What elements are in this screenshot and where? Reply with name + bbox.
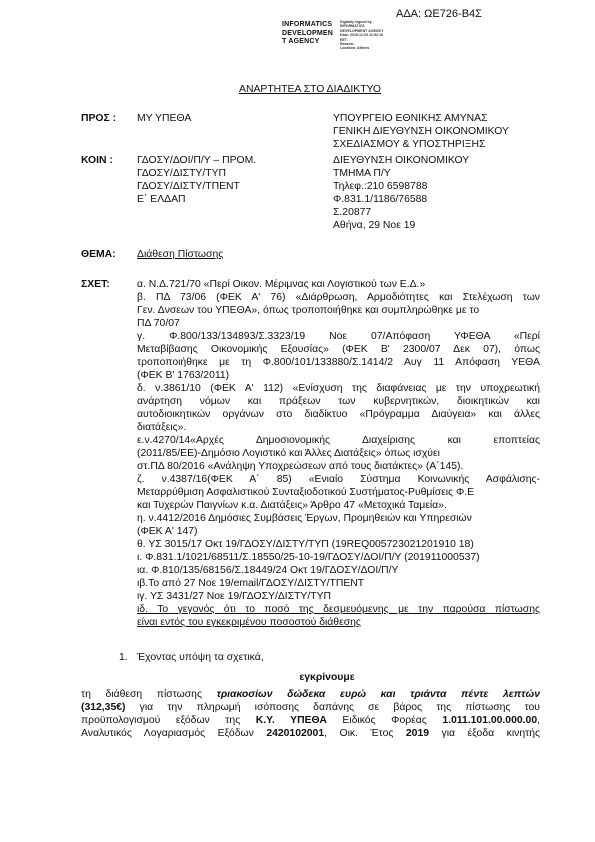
signature-note-2: INFORMATICS xyxy=(340,24,365,29)
sender-line-2: ΓΕΝΙΚΗ ΔΙΕΥΘΥΝΣΗ ΟΙΚΟΝΟΜΙΚΟΥ xyxy=(333,126,509,137)
office-line-1: ΔΙΕΥΘΥΝΣΗ ΟΙΚΟΝΟΜΙΚΟΥ xyxy=(333,155,470,166)
sxet-line: (2011/85/ΕΕ)-Δημόσιο Λογιστικό και Άλλες Διατάξεις» όπως ισχύει xyxy=(137,448,440,459)
signature-note-7: Location: Athens xyxy=(340,46,370,51)
point-text: Έχοντας υπόψη τα σχετικά, xyxy=(137,652,264,663)
point-number: 1. xyxy=(119,652,128,663)
sxet-line: α. Ν.Δ.721/70 «Περί Οικον. Μέριμνας και Λογιστικού των Ε.Δ.» xyxy=(137,279,426,290)
office-line-2: ΤΜΗΜΑ Π/Υ xyxy=(333,168,391,179)
body-line-2 xyxy=(81,702,540,714)
sender-line-1: ΥΠΟΥΡΓΕΙΟ ΕΘΝΙΚΗΣ ΑΜΥΝΑΣ xyxy=(333,113,488,124)
body-fiscal-year: 2019 xyxy=(405,728,430,739)
sxet-line: και Τυχερών Παιγνίων κ.α. Διατάξεις» Άρθρο 47 «Μετοχικά Ταμεία». xyxy=(137,500,447,511)
sxet-line: θ. ΥΣ 3015/17 Οκτ 19/ΓΔΟΣΥ/ΔΙΣΤΥ/ΤΥΠ (19REQ005723021201910 18) xyxy=(137,539,474,550)
sxet-line: ΠΔ 70/07 xyxy=(137,318,180,329)
logo-line-2: DEVELOPMEN xyxy=(282,29,334,37)
sxet-line: ε.ν.4270/14«Αρχές Δημοσιονομικής Διαχείρισης και εποπτείας xyxy=(137,435,540,446)
signature-note-6: Reason: xyxy=(340,42,355,46)
office-line-3: Τηλεφ.:210 6598788 xyxy=(333,181,428,192)
sxet-line: Μεταβίβασης Οικονομικής Εξουσίας» (ΦΕΚ Β' 2300/07 Δεκ 07), όπως xyxy=(137,344,540,355)
sender-line-3: ΣΧΕΔΙΑΣΜΟΥ & ΥΠΟΣΤΗΡΙΞΗΣ xyxy=(333,139,486,150)
koin-value-2: ΓΔΟΣΥ/ΔΙΣΤΥ/ΤΥΠ xyxy=(137,168,227,179)
ada-number: ΑΔΑ: ΩΕ726-Β4Σ xyxy=(396,8,482,20)
sxet-line: τροποποιήθηκε με τη Φ.800/101/133880/Σ.1414/2 Αυγ 11 Απόφαση ΥΕΘΑ xyxy=(137,357,540,368)
koin-label: ΚΟΙΝ : xyxy=(81,155,113,166)
sxet-line: β. ΠΔ 73/06 (ΦΕΚ Α' 76) «Διάρθρωση, Αρμοδιότητες και Στελέχωση των xyxy=(137,292,540,303)
sxet-line: ιδ. Το γεγονός ότι το ποσό της δεσμευόμενης με την παρούσα πίστωσης xyxy=(137,604,540,615)
sxet-line: (ΦΕΚ Β' 1763/2011) xyxy=(137,370,230,381)
signature-note-3: DEVELOPMENT AGENCY xyxy=(340,28,384,33)
sxet-line: Μεταρρύθμιση Ασφαλιστικού Συνταξιοδοτικού Συστήματος-Ρυθμίσεις Φ.Ε xyxy=(137,487,475,498)
sxet-line: (ΦΕΚ Α' 147) xyxy=(137,526,198,537)
pros-label: ΠΡΟΣ : xyxy=(81,113,117,124)
body-ky-ypetha: Κ.Υ. ΥΠΕΘΑ xyxy=(255,715,327,726)
sxet-line: ιγ. ΥΣ 3431/27 Νοε 19/ΓΔΟΣΥ/ΔΙΣΤΥ/ΤΥΠ xyxy=(137,591,332,602)
signature-note-1: Digitally signed by xyxy=(340,20,372,24)
sxet-line: αυτοδιοικητικών οργάνων στο διαδίκτυο «Πρόγραμμα Διαύγεια» και άλλες xyxy=(137,409,540,420)
approve-word: εγκρίνουμε xyxy=(299,672,355,683)
heading-posting: ΑΝΑΡΤΗΤΕΑ ΣΤΟ ΔΙΑΔΙΚΤΥΟ xyxy=(239,84,381,95)
sxet-line: ι. Φ.831.1/1021/68511/Σ.18550/25-10-19/ΓΔΟΣΥ/ΔΟΙ/Π/Υ (201911000537) xyxy=(137,552,480,563)
body-account-code: 2420102001 xyxy=(266,728,325,739)
office-line-6: Αθήνα, 29 Νοε 19 xyxy=(333,220,416,231)
sxet-line: Γεν. Δνσεων του ΥΠΕΘΑ», όπως τροποποιήθηκε και συμπληρώθηκε με το xyxy=(137,305,480,316)
body-line-1-part-a: τη διάθεση πίστωσης xyxy=(81,689,217,700)
body-line-3-part-e: , xyxy=(537,715,540,726)
sxet-line: ιβ.Το από 27 Νοε 19/email/ΓΔΟΣΥ/ΔΙΣΤΥ/ΤΠΕΝΤ xyxy=(137,578,365,589)
body-amount-number: (312,35€) xyxy=(81,702,126,713)
sxet-line: είναι εντός του εγκεκριμένου ποσοστού διάθεσης xyxy=(137,617,361,628)
koin-value-3: ΓΔΟΣΥ/ΔΙΣΤΥ/ΤΠΕΝΤ xyxy=(137,181,240,192)
sxet-line: ζ. ν.4387/16(ΦΕΚ Α΄ 85) «Ενιαίο Σύστημα Κοινωνικής Ασφάλισης- xyxy=(137,474,540,485)
sxet-line: στ.ΠΔ 80/2016 «Ανάληψη Υποχρεώσεων από τους διατάκτες» (Α΄145). xyxy=(137,461,464,472)
logo-line-3: T AGENCY xyxy=(282,38,320,45)
body-line-4 xyxy=(81,728,540,740)
body-line-3-part-a: προϋπολογισμού εξόδων της xyxy=(81,715,256,726)
signature-note-4: Date: 2019.12.03 11:52:10 xyxy=(340,33,384,38)
body-line-2-part-b: για την πληρωμή ισόποσης δαπάνης σε βάρος της πίστωσης του xyxy=(125,702,540,713)
body-line-1 xyxy=(81,689,540,701)
sxet-line: ανάρτηση νόμων και πράξεων των κυβερνητικών, διοικητικών και xyxy=(137,396,540,407)
sxet-line: η. ν.4412/2016 Δημόσιες Συμβάσεις Έργων, Προμηθειών και Υπηρεσιών xyxy=(137,513,472,524)
office-line-4: Φ.831.1/1186/76588 xyxy=(333,194,428,205)
body-line-3 xyxy=(81,715,540,727)
body-special-body-code: 1.011.101.00.000.00 xyxy=(442,715,538,726)
sxet-line: γ. Φ.800/133/134893/Σ.3323/19 Νοε 07/Απόφαση ΥΦΕΘΑ «Περί xyxy=(137,331,540,342)
body-line-3-part-c: Ειδικός Φορέας xyxy=(326,715,443,726)
body-line-4-part-c: , Οικ. Έτος xyxy=(324,728,406,739)
koin-value-4: Ε΄ ΕΛΔΑΠ xyxy=(137,194,186,205)
sxet-label: ΣΧΕΤ: xyxy=(81,279,110,290)
thema-label: ΘΕΜΑ: xyxy=(81,249,116,260)
body-amount-words: τριακοσίων δώδεκα ευρώ και τριάντα πέντε λεπτών xyxy=(216,689,540,700)
body-line-4-part-e: για έξοδα κινητής xyxy=(429,728,540,739)
koin-value-1: ΓΔΟΣΥ/ΔΟΙ/Π/Υ – ΠΡΟΜ. xyxy=(137,155,257,166)
office-line-5: Σ.20877 xyxy=(333,207,372,218)
signature-note-5: EET xyxy=(340,37,347,42)
sxet-line: δ. ν.3861/10 (ΦΕΚ Α' 112) «Ενίσχυση της διαφάνειας με την υποχρεωτική xyxy=(137,383,540,394)
sxet-line: ια. Φ.810/135/68156/Σ.18449/24 Οκτ 19/ΓΔΟΣΥ/ΔΟΙ/Π/Υ xyxy=(137,565,399,576)
logo-line-1: INFORMATICS xyxy=(282,21,333,28)
thema-value: Διάθεση Πίστωσης xyxy=(137,249,224,260)
body-line-4-part-a: Αναλυτικός Λογαριασμός Εξόδων xyxy=(81,728,267,739)
sxet-line: διατάξεις». xyxy=(137,422,187,433)
pros-value: ΜΥ ΥΠΕΘΑ xyxy=(137,113,192,124)
